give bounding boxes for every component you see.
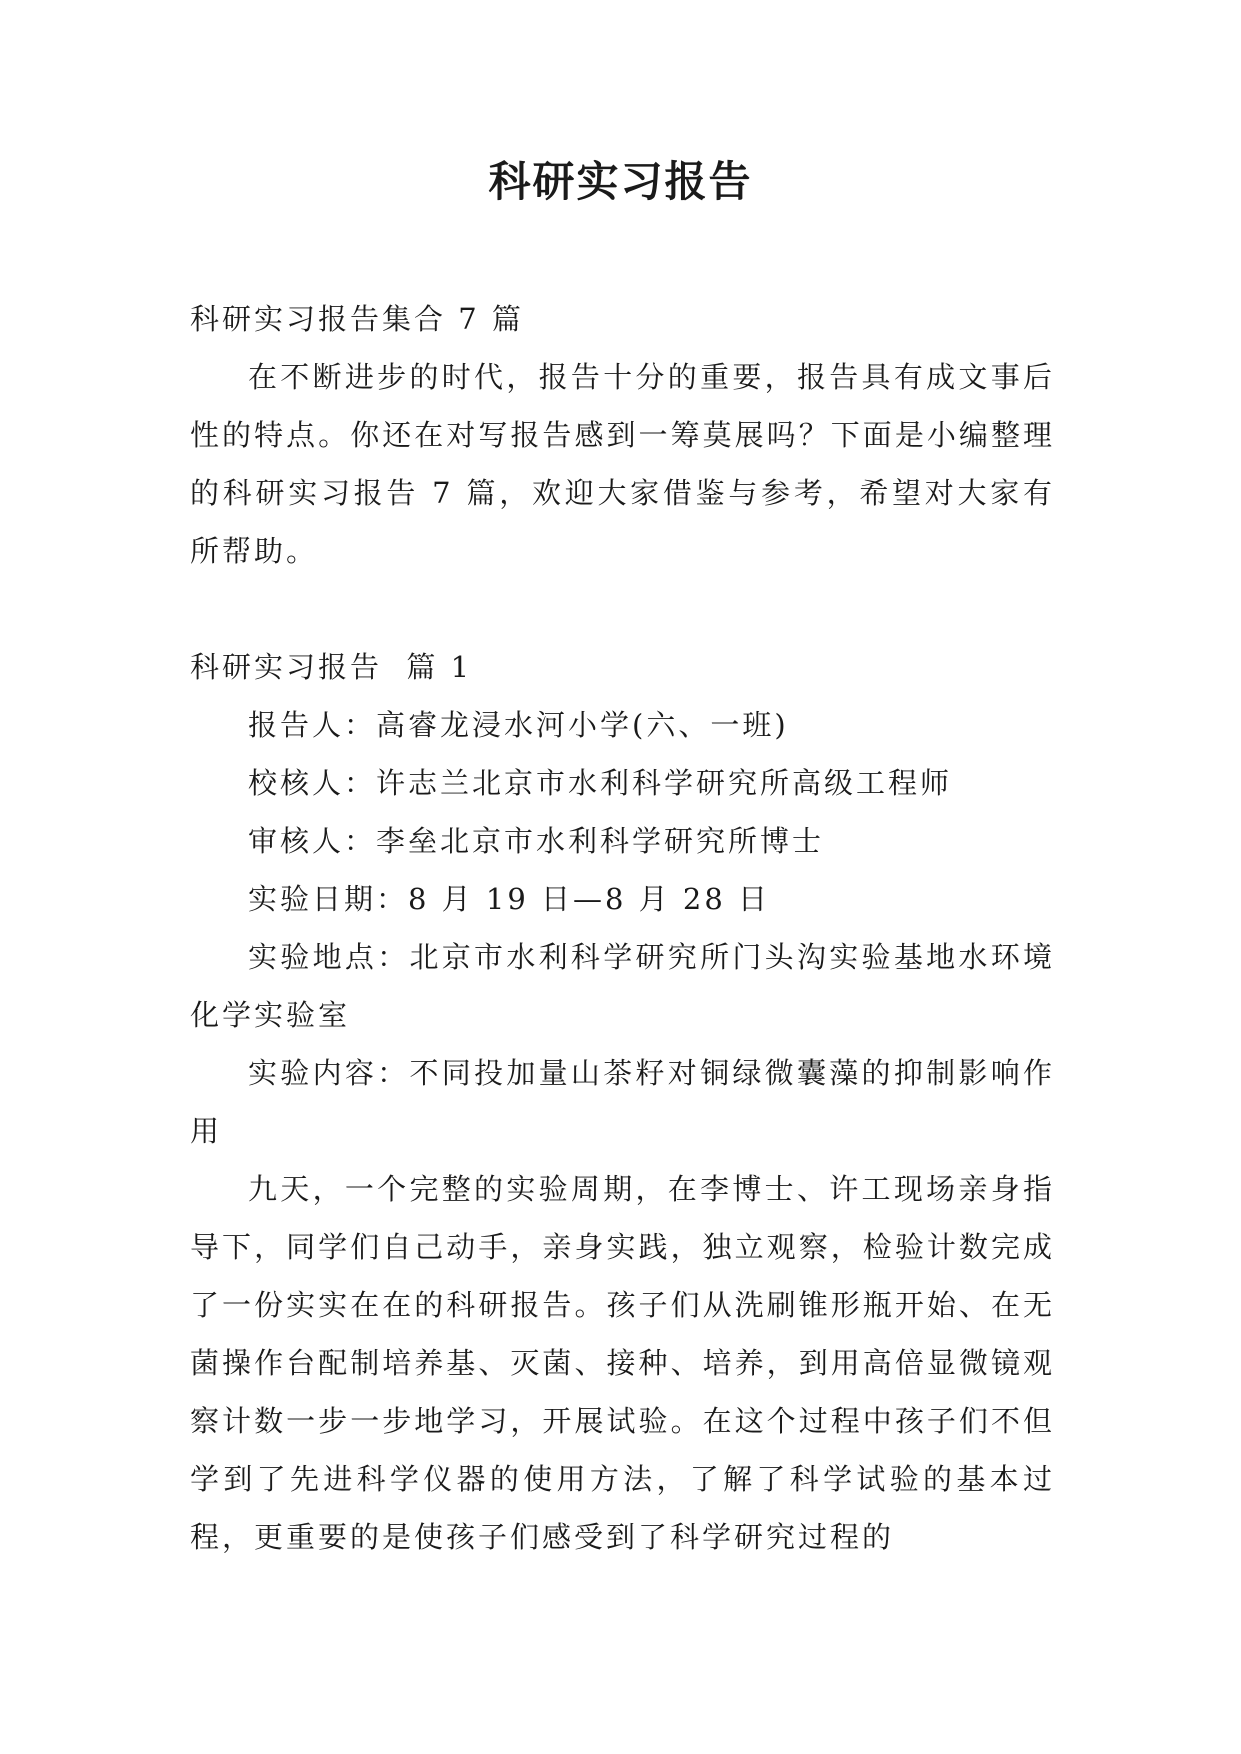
reporter-line: 报告人：高睿龙浸水河小学(六、一班)	[248, 708, 789, 742]
experiment-date-line: 实验日期：8 月 19 日—8 月 28 日	[248, 882, 771, 916]
experiment-location-line: 实验地点：北京市水利科学研究所门头沟实验基地水环境化学实验室	[190, 940, 1055, 1032]
auditor-line: 审核人：李垒北京市水利科学研究所博士	[248, 824, 825, 858]
collection-subtitle: 科研实习报告集合 7 篇	[190, 302, 524, 336]
experiment-content-line: 实验内容：不同投加量山茶籽对铜绿微囊藻的抑制影响作用	[190, 1056, 1055, 1148]
body-paragraph: 九天，一个完整的实验周期，在李博士、许工现场亲身指导下，同学们自己动手，亲身实践，独立观察，检验计数完成了一份实实在在的科研报告。孩子们从洗刷锥形瓶开始、在无菌操作台配制培养基、灭菌、接种、培养，到用高倍显微镜观察计数一步一步地学习，开展试验。在这个过程中孩子们不但学到了先进科学仪器的使用方法，了解了科学试验的基本过程，更重要的是使孩子们感受到了科学研究过程的	[190, 1172, 1055, 1554]
document-body	[190, 290, 1055, 1566]
section-spacer	[190, 580, 1055, 638]
intro-paragraph: 在不断进步的时代，报告十分的重要，报告具有成文事后性的特点。你还在对写报告感到一筹莫展吗？下面是小编整理的科研实习报告 7 篇，欢迎大家借鉴与参考，希望对大家有所帮助。	[190, 360, 1055, 568]
document-title: 科研实习报告	[488, 157, 753, 206]
section-heading: 科研实习报告 篇 1	[190, 650, 473, 684]
reviewer-line: 校核人：许志兰北京市水利科学研究所高级工程师	[248, 766, 953, 800]
